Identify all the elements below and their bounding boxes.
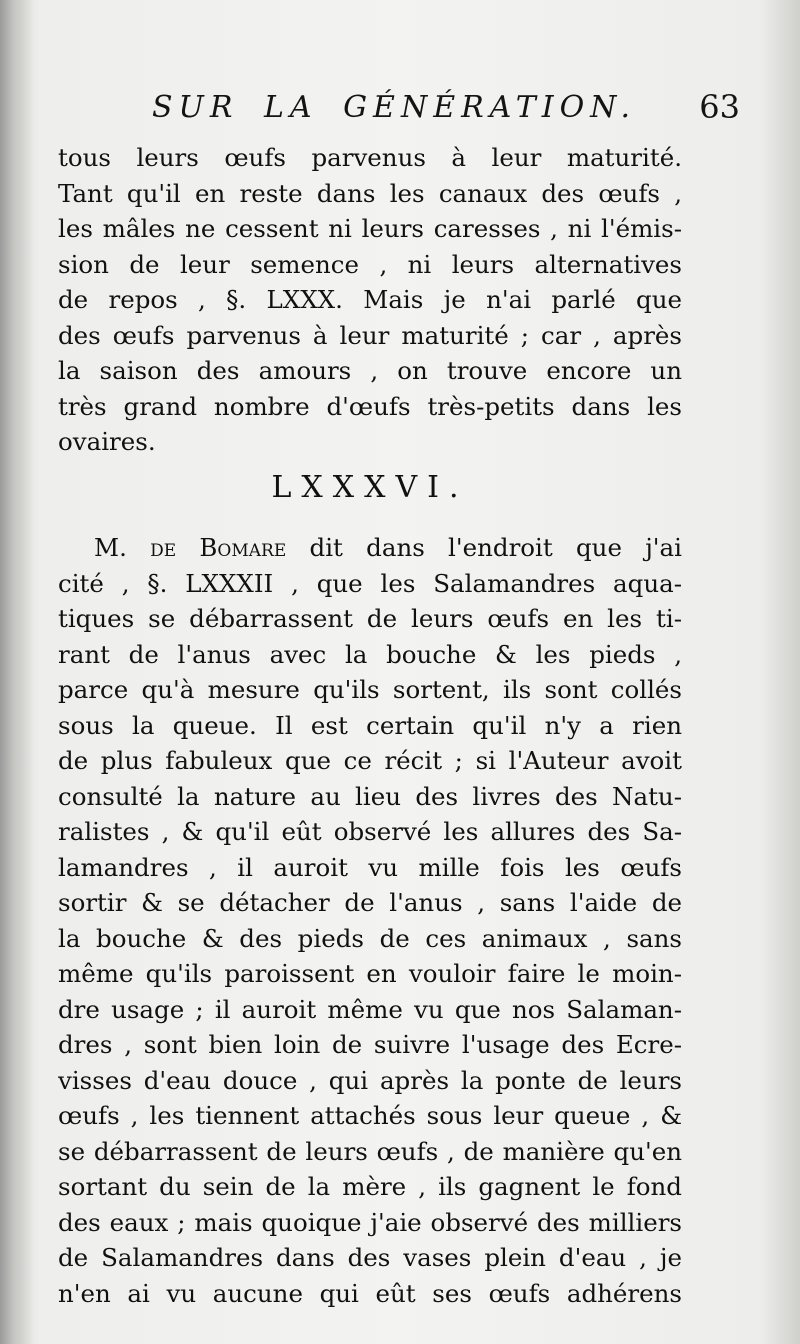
text-line: sous la queue. Il est certain qu'il n'y a rien xyxy=(58,710,682,740)
text-line: sortir & se détacher de l'anus , sans l'aide de xyxy=(58,888,682,917)
text-line: cité , §. LXXXII , que les Salamandres aqua- xyxy=(58,568,682,598)
author-name: M. de Bomare xyxy=(94,533,287,562)
paragraph-2 xyxy=(58,530,682,1311)
text-line: lamandres , il auroit vu mille fois les œufs xyxy=(58,852,682,882)
text-line: dres , sont bien loin de suivre l'usage des Ecre- xyxy=(58,1030,682,1059)
opening-line-text: dit dans l'endroit que j'ai xyxy=(309,533,682,562)
text-line: tous leurs œufs parvenus à leur maturité. xyxy=(58,143,682,172)
text-line: sortant du sein de la mère , ils gagnent le fond xyxy=(58,1172,682,1201)
text-line: œufs , les tiennent attachés sous leur queue , & xyxy=(58,1101,682,1130)
text-line: des œufs parvenus à leur maturité ; car , après xyxy=(58,320,682,350)
text-line: ovaires. xyxy=(58,427,156,456)
text-line: visses d'eau douce , qui après la ponte de leurs xyxy=(58,1065,682,1095)
text-line: n'en ai vu aucune qui eût ses œufs adhérens xyxy=(58,1278,682,1308)
text-line: de repos , §. LXXX. Mais je n'ai parlé que xyxy=(58,285,682,314)
paragraph-opening-line xyxy=(58,530,682,566)
text-line: la bouche & des pieds de ces animaux , sans xyxy=(58,923,682,953)
text-line: de plus fabuleux que ce récit ; si l'Auteur avoit xyxy=(58,746,682,775)
section-heading: LXXXVI. xyxy=(271,470,469,505)
text-line: sion de leur semence , ni leurs alternatives xyxy=(58,249,682,279)
text-line: la saison des amours , on trouve encore un xyxy=(58,356,682,385)
paragraph-1 xyxy=(58,140,682,460)
page-number: 63 xyxy=(699,88,740,126)
text-line: très grand nombre d'œufs très-petits dans les xyxy=(58,391,682,421)
text-line: Tant qu'il en reste dans les canaux des œufs , xyxy=(58,178,682,208)
text-line: se débarrassent de leurs œufs , de manière qu'en xyxy=(58,1136,682,1166)
page-gutter-shadow xyxy=(0,0,34,1344)
text-line: ralistes , & qu'il eût observé les allures des Sa- xyxy=(58,817,682,846)
text-line: consulté la nature au lieu des livres des Natu- xyxy=(58,781,682,811)
text-line: même qu'ils paroissent en vouloir faire le moin- xyxy=(58,959,682,988)
running-head-title: SUR LA GÉNÉRATION. xyxy=(152,90,637,125)
running-head xyxy=(60,88,740,132)
text-line: les mâles ne cessent ni leurs caresses , ni l'émis- xyxy=(58,214,682,243)
text-line: de Salamandres dans des vases plein d'eau , je xyxy=(58,1243,682,1272)
text-line: rant de l'anus avec la bouche & les pieds , xyxy=(58,639,682,669)
text-line: parce qu'à mesure qu'ils sortent, ils sont collés xyxy=(58,675,682,704)
text-line: tiques se débarrassent de leurs œufs en les ti- xyxy=(58,604,682,633)
text-line: des eaux ; mais quoique j'aie observé des milliers xyxy=(58,1207,682,1237)
text-line: dre usage ; il auroit même vu que nos Salaman- xyxy=(58,994,682,1024)
